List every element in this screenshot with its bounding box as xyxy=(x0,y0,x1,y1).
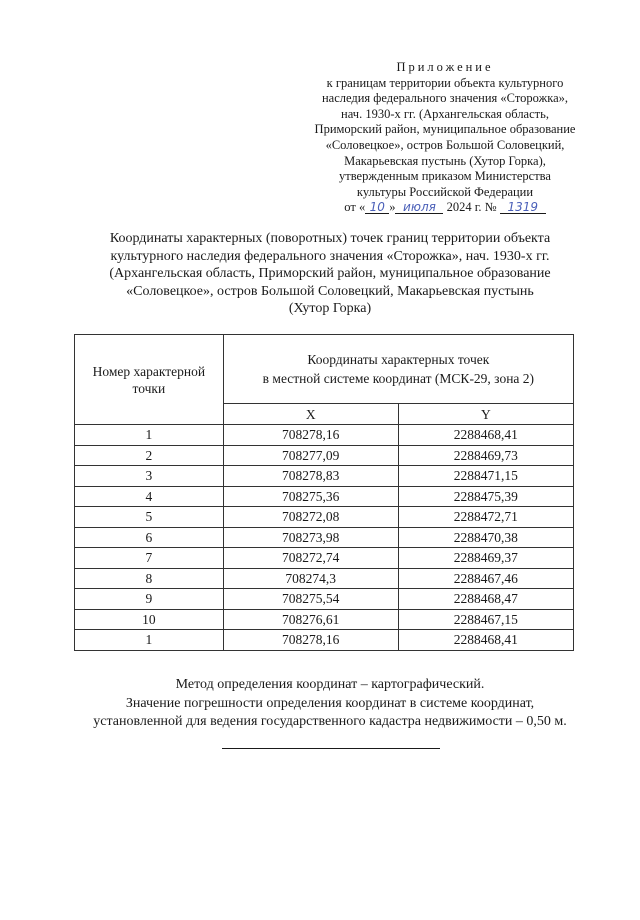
cell-number: 9 xyxy=(75,589,224,610)
cell-number: 1 xyxy=(75,630,224,651)
table-row xyxy=(75,507,574,528)
note-line: Значение погрешности определения координат в системе координат, xyxy=(125,695,535,711)
cell-y: 2288470,38 xyxy=(398,527,573,548)
cell-x: 708278,16 xyxy=(223,630,398,651)
table-row xyxy=(75,486,574,507)
cell-number: 8 xyxy=(75,568,224,589)
cell-y: 2288475,39 xyxy=(398,486,573,507)
cell-x: 708277,09 xyxy=(223,445,398,466)
cell-y: 2288469,73 xyxy=(398,445,573,466)
table-row xyxy=(75,568,574,589)
heading-line: Координаты характерных (поворотных) точек границ территории объекта xyxy=(109,231,551,246)
table-row xyxy=(75,589,574,610)
table-row xyxy=(75,466,574,487)
header-point-number xyxy=(75,335,224,425)
cell-number: 4 xyxy=(75,486,224,507)
appendix-line: Приморский район, муниципальное образование xyxy=(314,122,576,137)
cell-x: 708272,74 xyxy=(223,548,398,569)
heading-line: «Соловецкое», остров Большой Соловецкий, Макарьевская пустынь xyxy=(126,283,534,299)
cell-x: 708274,3 xyxy=(223,568,398,589)
cell-y: 2288469,37 xyxy=(398,548,573,569)
document-heading xyxy=(70,230,590,318)
appendix-title: Приложение xyxy=(396,60,494,74)
order-date-line xyxy=(300,200,590,216)
appendix-line: «Соловецкое», остров Большой Соловецкий, xyxy=(325,137,565,152)
table-row xyxy=(75,548,574,569)
header-text: Координаты характерных точек xyxy=(307,352,490,367)
cell-number: 6 xyxy=(75,527,224,548)
date-year: 2024 г. № xyxy=(446,200,497,215)
cell-y: 2288471,15 xyxy=(398,466,573,487)
cell-y: 2288468,47 xyxy=(398,589,573,610)
coordinates-table xyxy=(74,334,574,651)
date-prefix: от « xyxy=(344,200,366,215)
header-text: точки xyxy=(132,380,166,396)
heading-line: (Хутор Горка) xyxy=(288,301,372,316)
cell-x: 708275,54 xyxy=(223,589,398,610)
cell-y: 2288467,46 xyxy=(398,568,573,589)
method-note xyxy=(40,676,620,732)
cell-y: 2288468,41 xyxy=(398,630,573,651)
appendix-line: Макарьевская пустынь (Хутор Горка), xyxy=(344,153,546,168)
handwritten-day: 10 xyxy=(365,201,389,214)
cell-number: 5 xyxy=(75,507,224,528)
heading-line: культурного наследия федерального значения «Сторожка», нач. 1930-х гг. xyxy=(110,248,550,264)
appendix-block xyxy=(300,60,590,216)
header-y: Y xyxy=(398,404,573,425)
appendix-line: культуры Российской Федерации xyxy=(356,184,534,199)
cell-x: 708273,98 xyxy=(223,527,398,548)
table-row xyxy=(75,630,574,651)
cell-number: 10 xyxy=(75,609,224,630)
table-row xyxy=(75,609,574,630)
cell-y: 2288468,41 xyxy=(398,425,573,446)
appendix-line: утвержденным приказом Министерства xyxy=(339,169,551,184)
cell-y: 2288467,15 xyxy=(398,609,573,630)
cell-x: 708275,36 xyxy=(223,486,398,507)
cell-x: 708272,08 xyxy=(223,507,398,528)
appendix-line: наследия федерального значения «Сторожка», xyxy=(321,91,569,106)
appendix-line: к границам территории объекта культурного xyxy=(326,75,564,90)
cell-x: 708276,61 xyxy=(223,609,398,630)
cell-x: 708278,16 xyxy=(223,425,398,446)
header-coordinates xyxy=(223,335,573,404)
cell-number: 2 xyxy=(75,445,224,466)
appendix-line: нач. 1930-х гг. (Архангельская область, xyxy=(341,106,549,121)
table-row xyxy=(75,527,574,548)
cell-number: 7 xyxy=(75,548,224,569)
header-text: Номер характерной xyxy=(92,363,206,379)
header-x: X xyxy=(223,404,398,425)
table-row xyxy=(75,425,574,446)
date-mid: » xyxy=(389,200,396,215)
note-line: Метод определения координат – картографический. xyxy=(175,677,485,692)
cell-y: 2288472,71 xyxy=(398,507,573,528)
heading-line: (Архангельская область, Приморский район, муниципальное образование xyxy=(109,266,551,281)
table-row xyxy=(75,445,574,466)
closing-divider xyxy=(222,748,440,749)
header-text: в местной системе координат (МСК-29, зона 2) xyxy=(262,371,535,386)
cell-x: 708278,83 xyxy=(223,466,398,487)
note-line: установленной для ведения государственного кадастра недвижимости – 0,50 м. xyxy=(93,714,567,729)
cell-number: 3 xyxy=(75,466,224,487)
handwritten-order-number: 1319 xyxy=(500,201,546,214)
cell-number: 1 xyxy=(75,425,224,446)
handwritten-month: июля xyxy=(395,201,443,214)
